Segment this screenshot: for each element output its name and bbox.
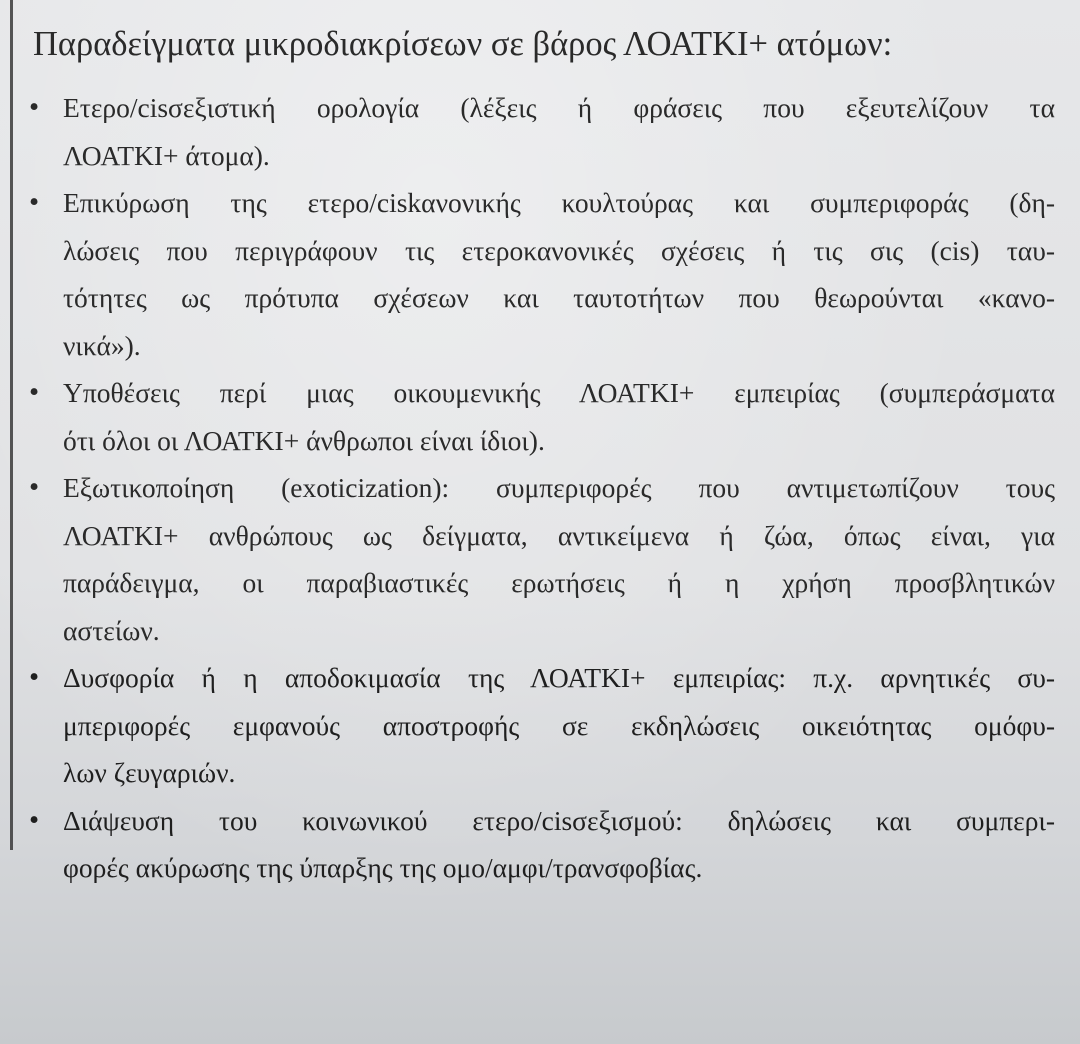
item-text-line: αστείων. [63,614,160,646]
list-item [0,464,1055,654]
item-text-line: Διάψευση του κοινωνικού ετερο/cisσεξισμού: δηλώσεις και συμπερι- [63,804,1055,836]
bullet-icon: • [29,91,40,123]
item-text-line: φορές ακύρωσης της ύπαρξης της ομο/αμφι/τρανσφοβίας. [63,852,703,883]
bullet-icon: • [29,376,40,408]
item-text-line: Επικύρωση της ετερο/ciskανονικής κουλτούρας και συμπεριφοράς (δη- [63,187,1055,218]
bullet-icon: • [29,471,40,503]
item-text-line: Εξωτικοποίηση (exoticization): συμπεριφορές που αντιμετωπίζουν τους [63,472,1055,503]
list-item [0,179,1055,369]
item-text-line: παράδειγμα, οι παραβιαστικές ερωτήσεις ή η χρήση προσβλητικών [63,567,1055,598]
item-text-line: λώσεις που περιγράφουν τις ετεροκανονικές σχέσεις ή τις σις (cis) ταυ- [63,234,1055,266]
list-item [0,654,1055,797]
item-text-line: Υποθέσεις περί μιας οικουμενικής ΛΟΑΤΚΙ+ εμπειρίας (συμπεράσματα [63,377,1055,408]
item-text-line: ΛΟΑΤΚΙ+ άτομα). [63,139,270,171]
page-heading: Παραδείγματα μικροδιακρίσεων σε βάρος ΛΟΑΤΚΙ+ ατόμων: [33,25,893,63]
microaggression-list [0,84,1055,892]
item-text-line: ΛΟΑΤΚΙ+ ανθρώπους ως δείγματα, αντικείμενα ή ζώα, όπως είναι, για [63,519,1055,551]
bullet-icon: • [29,186,40,218]
item-text-line: μπεριφορές εμφανούς αποστροφής σε εκδηλώσεις οικειότητας ομόφυ- [63,709,1055,741]
item-text-line: Ετερο/cisσεξιστική ορολογία (λέξεις ή φράσεις που εξευτελίζουν τα [63,92,1055,123]
bullet-icon: • [29,803,40,836]
list-item [0,369,1055,464]
bullet-icon: • [29,661,40,693]
item-text-line: Δυσφορία ή η αποδοκιμασία της ΛΟΑΤΚΙ+ εμπειρίας: π.χ. αρνητικές συ- [63,662,1055,693]
item-text-line: νικά»). [63,329,141,361]
item-text-line: ότι όλοι οι ΛΟΑΤΚΙ+ άνθρωποι είναι ίδιοι). [63,424,545,456]
list-item [0,797,1055,892]
list-item [0,84,1055,179]
item-text-line: τότητες ως πρότυπα σχέσεων και ταυτοτήτων που θεωρούνται «κανο- [63,282,1055,313]
item-text-line: λων ζευγαριών. [63,757,236,788]
